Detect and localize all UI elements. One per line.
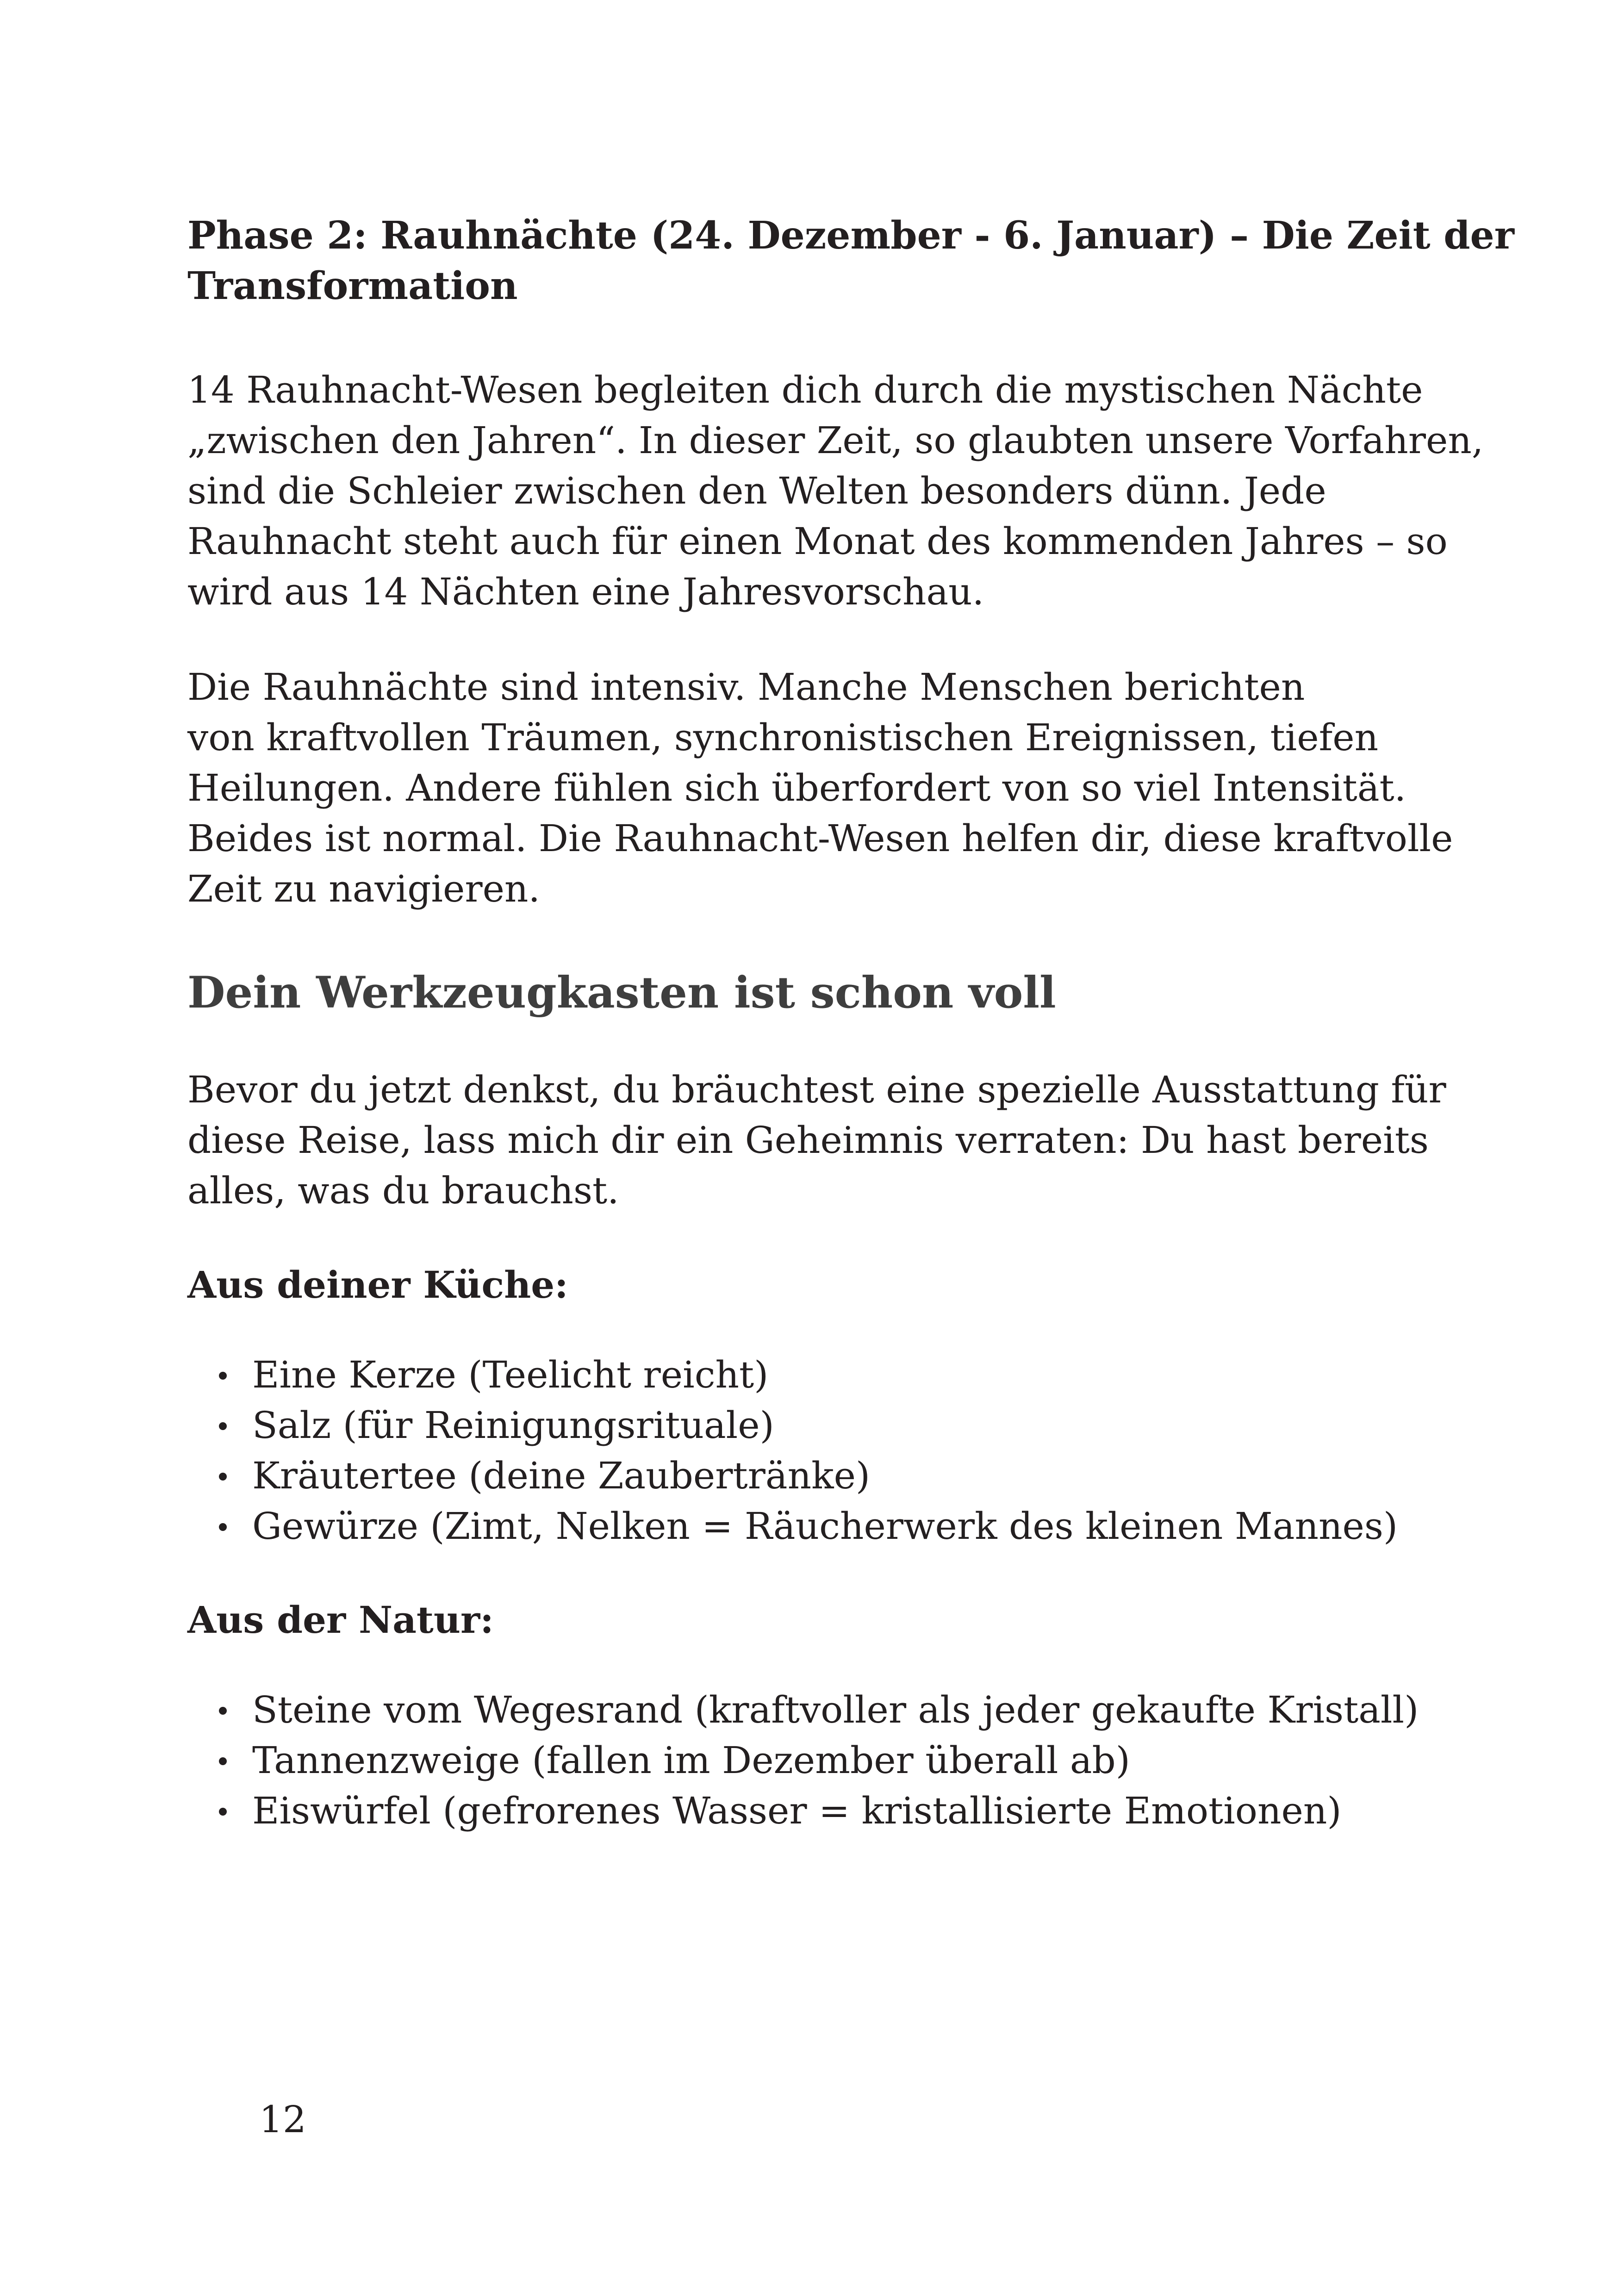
spacer (187, 1310, 1372, 1350)
paragraph-line: Beides ist normal. Die Rauhnacht-Wesen helfen dir, diese kraftvolle (187, 817, 1453, 860)
paragraph-line: wird aus 14 Nächten eine Jahresvorschau. (187, 570, 984, 613)
bullet-icon (219, 1757, 227, 1765)
spacer (187, 1020, 1372, 1064)
spacer (187, 1645, 1372, 1685)
paragraph-line: Bevor du jetzt denkst, du bräuchtest eine spezielle Ausstattung für (187, 1068, 1446, 1111)
nature-list (187, 1685, 1419, 1836)
kitchen-list-heading: Aus deiner Küche: (187, 1263, 568, 1307)
kitchen-list (187, 1350, 1398, 1551)
section-heading: Dein Werkzeugkasten ist schon voll (187, 967, 1056, 1018)
list-item (187, 1501, 1398, 1551)
paragraph-line: sind die Schleier zwischen den Welten besonders dünn. Jede (187, 469, 1326, 512)
list-item (187, 1735, 1372, 1786)
list-item (187, 1685, 1419, 1735)
spacer (187, 914, 1372, 965)
list-item-text: Salz (für Reinigungsrituale) (252, 1404, 774, 1447)
nature-list-heading: Aus der Natur: (187, 1598, 494, 1642)
bullet-icon (219, 1808, 227, 1816)
paragraph-line: Zeit zu navigieren. (187, 867, 540, 910)
list-item (187, 1400, 1372, 1450)
list-item (187, 1450, 1372, 1501)
phase-heading-line: Phase 2: Rauhnächte (24. Dezember - 6. Januar) – Die Zeit der (187, 213, 1514, 258)
bullet-icon (219, 1523, 227, 1531)
list-item-text: Eine Kerze (Teelicht reicht) (252, 1353, 769, 1396)
paragraph-line: Heilungen. Andere fühlen sich überfordert von so viel Intensität. (187, 766, 1406, 809)
paragraph-line: Rauhnacht steht auch für einen Monat des kommenden Jahres – so (187, 520, 1448, 563)
phase-heading (187, 211, 1514, 311)
bullet-icon (219, 1422, 227, 1430)
paragraph-line: alles, was du brauchst. (187, 1169, 619, 1212)
list-item-text: Kräutertee (deine Zaubertränke) (252, 1454, 871, 1497)
paragraph-line: diese Reise, lass mich dir ein Geheimnis verraten: Du hast bereits (187, 1119, 1429, 1162)
spacer (187, 617, 1372, 662)
spacer (187, 1551, 1372, 1595)
paragraph-line: „zwischen den Jahren“. In dieser Zeit, so glaubten unsere Vorfahren, (187, 419, 1484, 462)
paragraph-line: Die Rauhnächte sind intensiv. Manche Menschen berichten (187, 666, 1305, 709)
list-item-text: Gewürze (Zimt, Nelken = Räucherwerk des kleinen Mannes) (252, 1505, 1398, 1548)
bullet-icon (219, 1707, 227, 1715)
paragraph-line: von kraftvollen Träumen, synchronistischen Ereignissen, tiefen (187, 716, 1379, 759)
bullet-icon (219, 1473, 227, 1481)
spacer (187, 1216, 1372, 1260)
intensity-paragraph (187, 662, 1453, 914)
spacer (187, 311, 1372, 365)
toolbox-paragraph (187, 1064, 1446, 1216)
list-item-text: Steine vom Wegesrand (kraftvoller als jeder gekaufte Kristall) (252, 1688, 1419, 1731)
page-number: 12 (259, 2098, 306, 2141)
page-content (187, 211, 1514, 1836)
intro-paragraph (187, 365, 1484, 617)
phase-heading-line: Transformation (187, 264, 518, 308)
list-item-text: Eiswürfel (gefrorenes Wasser = kristallisierte Emotionen) (252, 1789, 1342, 1832)
list-item (187, 1350, 1372, 1400)
list-item-text: Tannenzweige (fallen im Dezember überall ab) (252, 1739, 1130, 1782)
paragraph-line: 14 Rauhnacht-Wesen begleiten dich durch die mystischen Nächte (187, 368, 1423, 411)
bullet-icon (219, 1372, 227, 1380)
list-item (187, 1786, 1372, 1836)
